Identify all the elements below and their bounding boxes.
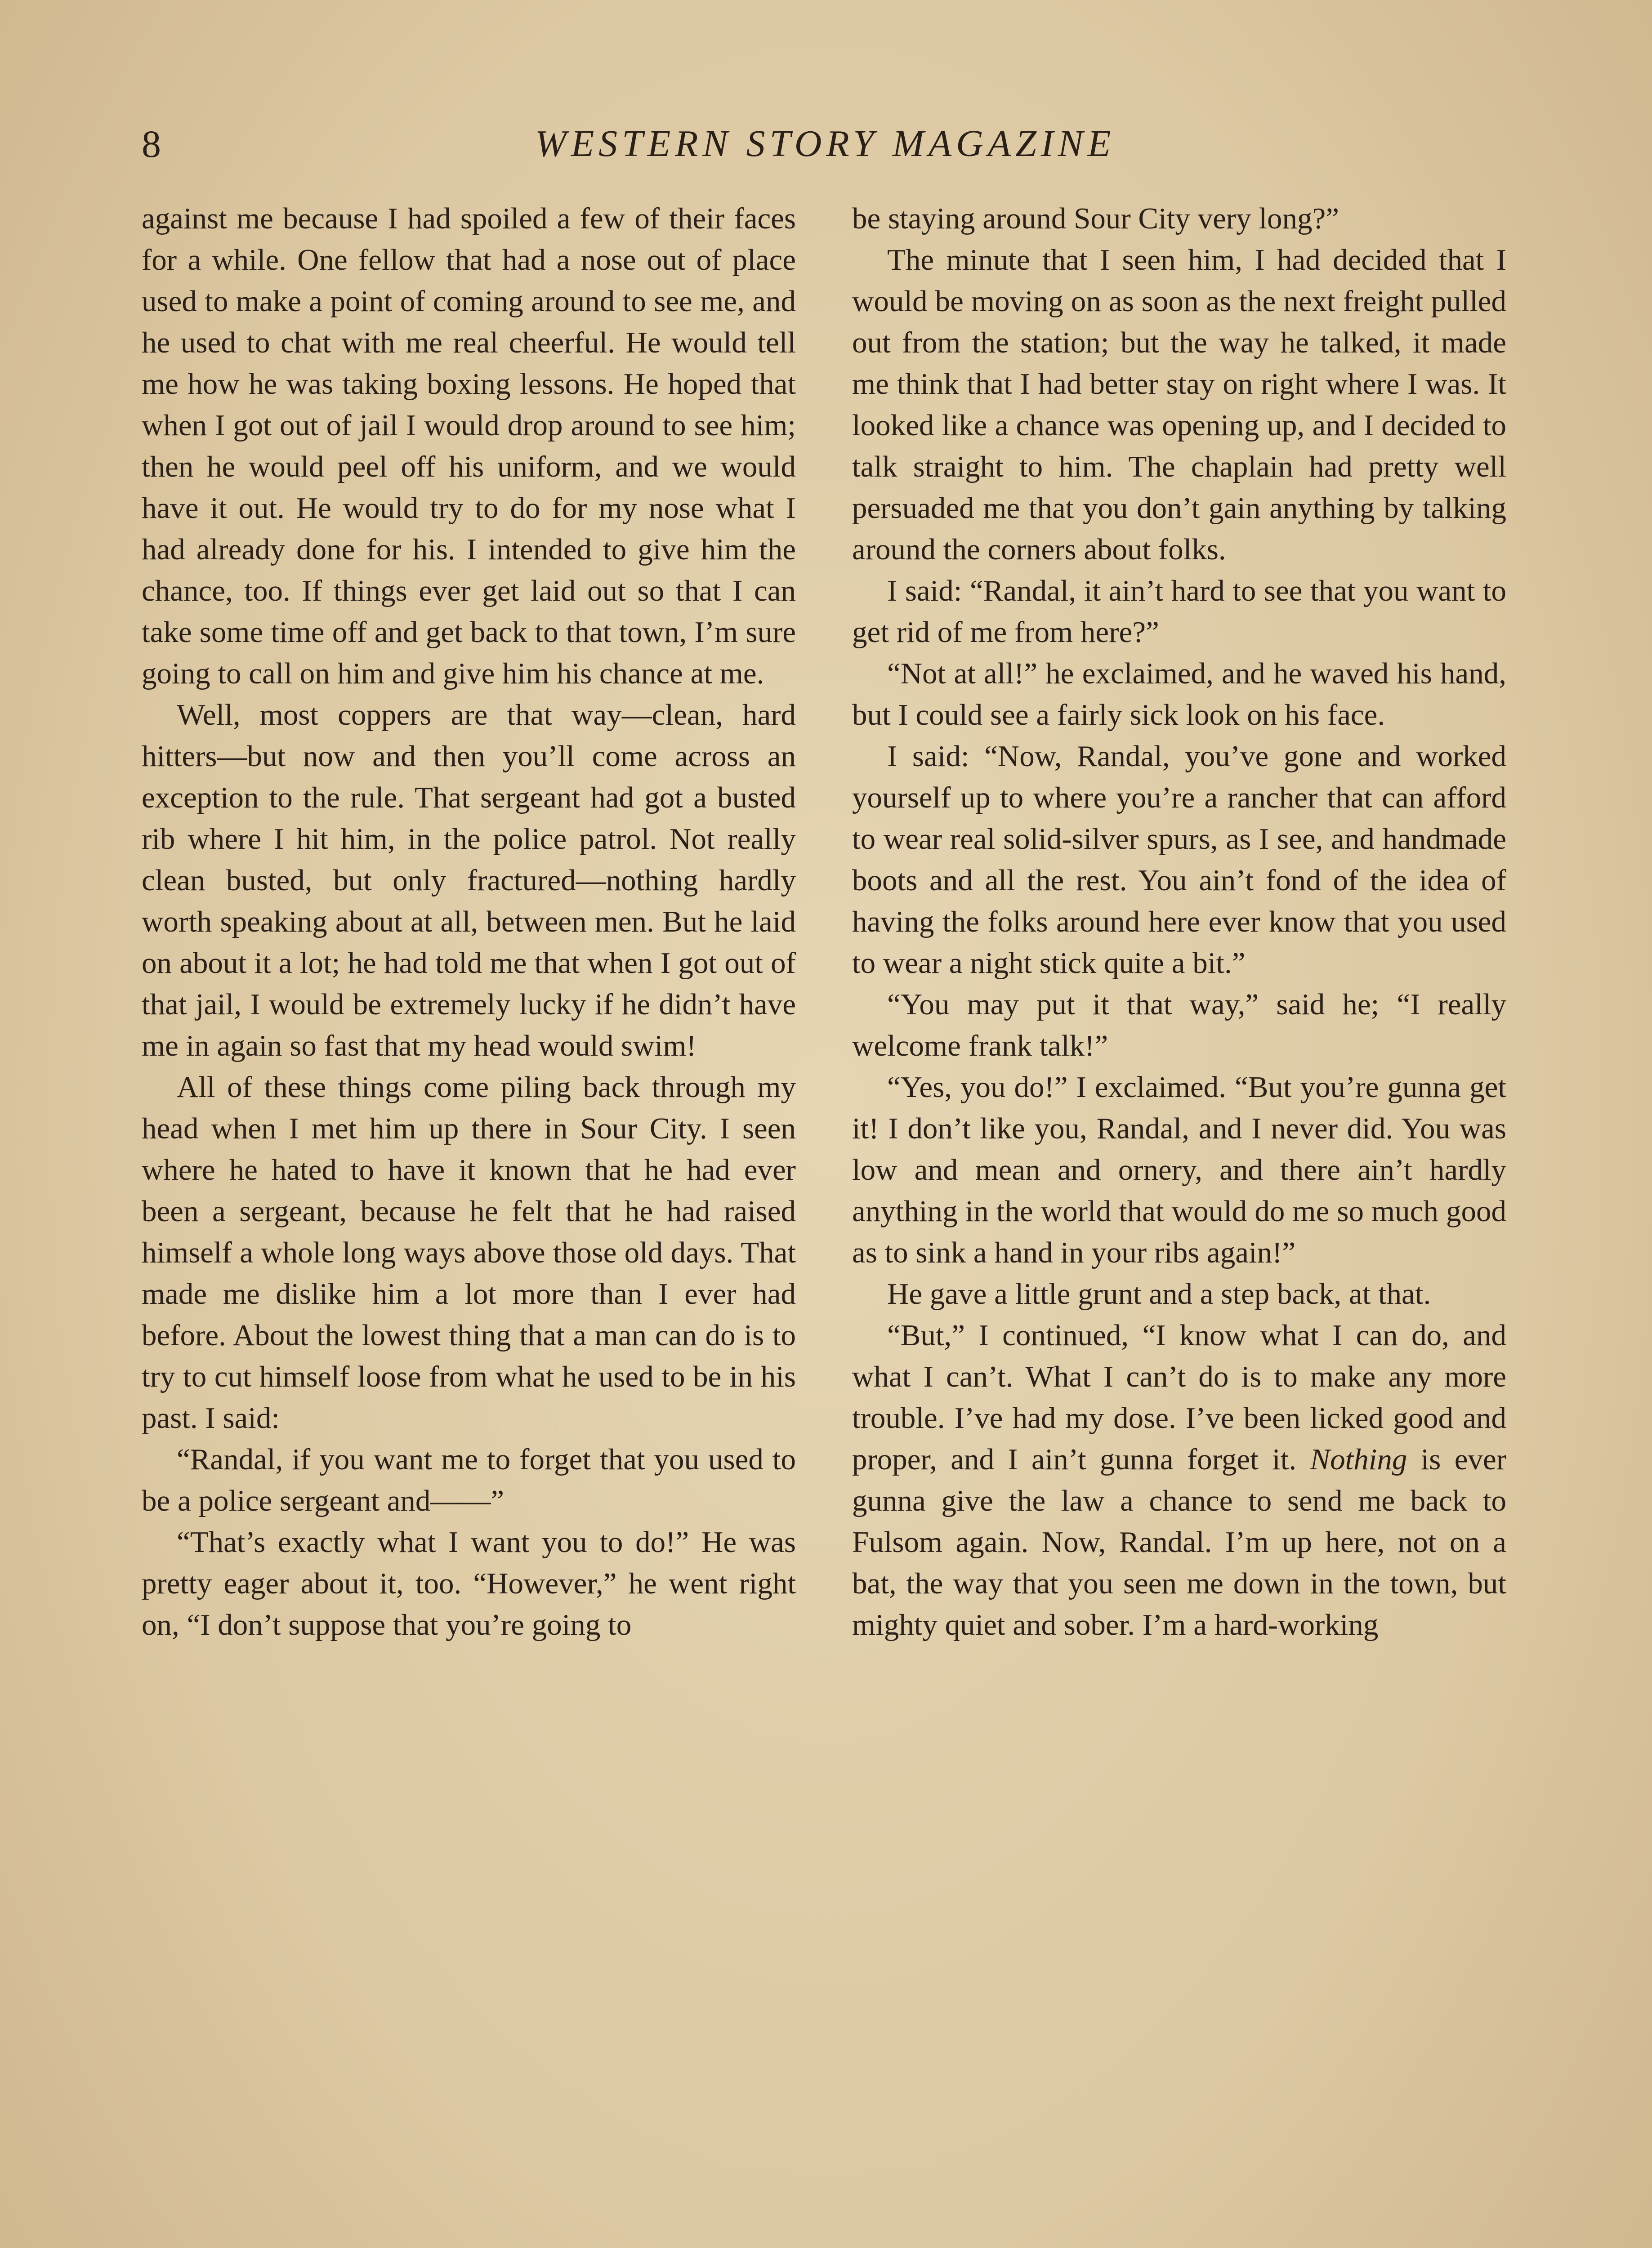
paragraph: Well, most coppers are that way—clean, hard hitters—but now and then you’ll come across an exception to the rule. That sergeant had got a busted rib where I hit him, in the police patrol. Not really clean busted, but only fractured—nothing hardly worth speaking about at all, between men. But he laid on about it a lot; he had told me that when I got out of that jail, I would be extremely lucky if he didn’t have me in again so fast that my head would swim! [142,698,796,1062]
paragraph: He gave a little grunt and a step back, at that. [887,1277,1431,1311]
text-column-right [852,198,1506,2248]
page-header [142,112,1509,175]
paragraph: I said: “Now, Randal, you’ve gone and worked yourself up to where you’re a rancher that can afford to wear real solid-silver spurs, as I see, and handmade boots and all the rest. You ain’t fond of the idea of having the folks around here ever know that you used to wear a night stick quite a bit.” [852,740,1506,980]
emphasis-text: Nothing [1310,1443,1407,1476]
paragraph: I said: “Randal, it ain’t hard to see that you want to get rid of me from here?” [852,574,1506,649]
paragraph [852,1315,1506,1646]
paragraph: “You may put it that way,” said he; “I really welcome frank talk!” [852,988,1506,1062]
paragraph: The minute that I seen him, I had decided that I would be moving on as soon as the next freight pulled out from the station; but the way he talked, it made me think that I had better stay on right where I was. It looked like a chance was opening up, and I decided to talk straight to him. The chaplain had pretty well persuaded me that you don’t gain anything by talking around the corners about folks. [852,243,1506,566]
paragraph: “Yes, you do!” I exclaimed. “But you’re gunna get it! I don’t like you, Randal, and I never did. You was low and mean and ornery, and there ain’t hardly anything in the world that would do me so much good as to sink a hand in your ribs again!” [852,1070,1506,1269]
paragraph: All of these things come piling back through my head when I met him up there in Sour City. I seen where he hated to have it known that he had ever been a sergeant, because he felt that he had raised himself a whole long ways above those old days. That made me dislike him a lot more than I ever had before. About the lowest thing that a man can do is to try to cut himself loose from what he used to be in his past. I said: [142,1070,796,1435]
running-title: WESTERN STORY MAGAZINE [535,123,1116,165]
paragraph-text: “But,” I continued, “I know what I can do, and what I can’t. What I can’t do is to make any more trouble. I’ve had my dose. I’ve been licked good and proper, and I ain’t gunna forget it. [852,1319,1506,1476]
text-column-left [142,198,796,2248]
paragraph: against me because I had spoiled a few of their faces for a while. One fellow that had a nose out of place used to make a point of coming around to see me, and he used to chat with me real cheerful. He would tell me how he was taking boxing lessons. He hoped that when I got out of jail I would drop around to see him; then he would peel off his uniform, and we would have it out. He would try to do for my nose what I had already done for his. I intended to give him the chance, too. If things ever get laid out so that I can take some time off and get back to that town, I’m sure going to call on him and give him his chance at me. [142,202,796,690]
page-number: 8 [142,122,161,165]
paragraph: be staying around Sour City very long?” [852,202,1339,235]
paragraph-text: is ever gunna give the law a chance to send me back to Fulsom again. Now, Randal. I’m up here, not on a bat, the way that you seen me down in the town, but mighty quiet and sober. I’m a hard-working [852,1443,1506,1641]
paragraph: “That’s exactly what I want you to do!” He was pretty eager about it, too. “However,” he went right on, “I don’t suppose that you’re going to [142,1525,796,1641]
paragraph: “Not at all!” he exclaimed, and he waved his hand, but I could see a fairly sick look on his face. [852,657,1506,731]
paragraph: “Randal, if you want me to forget that you used to be a police sergeant and——” [142,1443,796,1517]
